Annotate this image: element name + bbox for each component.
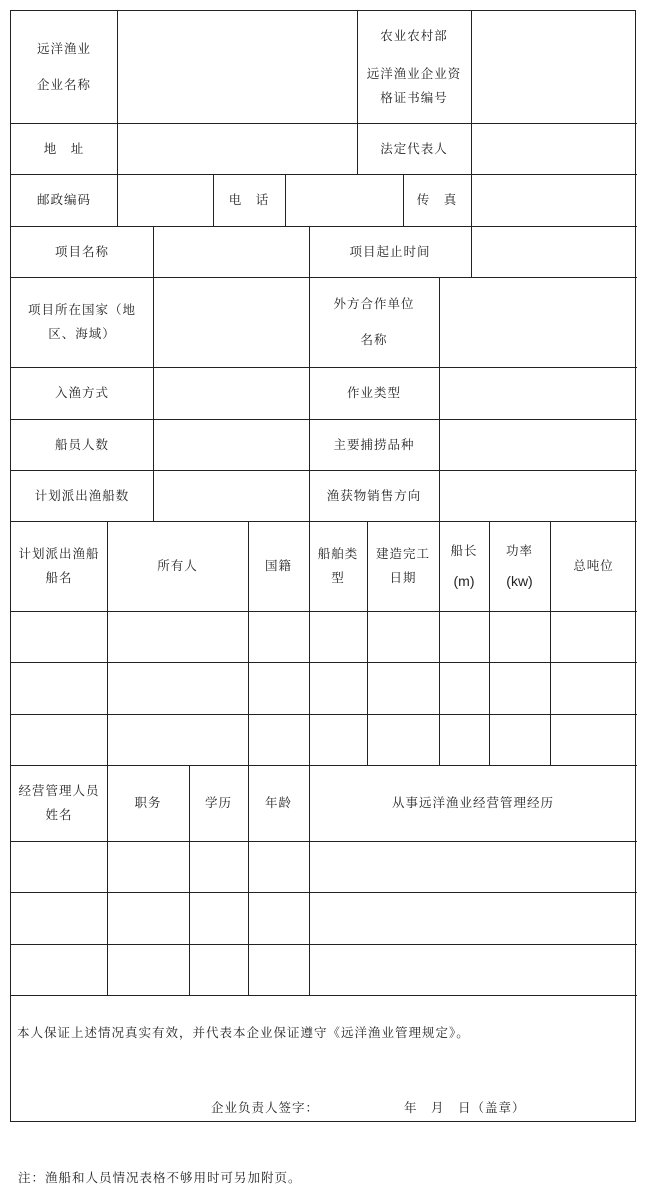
header-text: 学历 [204, 795, 232, 810]
label-text: 邮政编码 [36, 192, 91, 207]
pledge-text: 本人保证上述情况真实有效，并代表本企业保证遵守《远洋渔业管理规定》。 [17, 1025, 470, 1040]
phone-label [213, 174, 285, 226]
label-text: 船员人数 [54, 436, 109, 452]
main-catch-field[interactable] [440, 419, 637, 470]
power-header [489, 521, 550, 611]
fax-label [403, 174, 471, 226]
footnote: 注：渔船和人员情况表格不够用时可另加附页。 [18, 1170, 302, 1185]
header-line: 经营管理人员 [18, 783, 100, 798]
label-text: 项目起止时间 [349, 243, 431, 259]
legal-rep-field[interactable] [472, 123, 637, 174]
header-line: 船舶类 [317, 546, 359, 561]
crew-count-label [11, 419, 153, 470]
operation-type-field[interactable] [440, 367, 637, 419]
label-line: 格证书编号 [380, 90, 448, 105]
phone-field[interactable] [286, 174, 403, 226]
entry-mode-label [11, 367, 153, 419]
header-text: 国籍 [264, 558, 292, 573]
header-text: 从事远洋渔业经营管理经历 [391, 795, 554, 810]
label-text: 传 真 [416, 192, 458, 207]
header-text: 职务 [134, 795, 162, 810]
header-text: 总吨位 [573, 558, 614, 573]
owner-header [107, 521, 248, 611]
h-line [11, 662, 637, 663]
project-name-field[interactable] [154, 226, 309, 277]
length-header [439, 521, 489, 611]
built-date-header [367, 521, 439, 611]
header-text: 所有人 [157, 558, 198, 573]
experience-header [309, 765, 637, 841]
label-line: 项目所在国家（地 [27, 302, 136, 317]
label-text: 入渔方式 [54, 385, 109, 400]
h-line [11, 944, 637, 945]
label-line: 外方合作单位 [333, 296, 415, 311]
vessel-count-field[interactable] [154, 470, 309, 521]
sales-direction-label [309, 470, 439, 521]
nationality-header [248, 521, 309, 611]
label-line: 区、海域） [48, 326, 116, 341]
signature-label: 企业负责人签字： [211, 1100, 320, 1115]
main-catch-label [309, 419, 439, 470]
h-line [11, 714, 637, 715]
address-label [11, 123, 117, 174]
signature-line [211, 1098, 526, 1116]
label-line: 远洋渔业 [36, 41, 91, 56]
application-form [10, 10, 636, 1122]
project-name-label [11, 226, 153, 277]
project-period-field[interactable] [472, 226, 637, 277]
company-name-field[interactable] [118, 11, 357, 123]
header-line: 计划派出渔船 [18, 546, 100, 561]
company-name-label [11, 11, 117, 123]
h-line [11, 841, 637, 842]
cert-number-label [357, 11, 471, 123]
signature-date: 年 月 日（盖章） [404, 1100, 526, 1115]
legal-rep-label [357, 123, 471, 174]
label-text: 法定代表人 [380, 140, 448, 156]
sales-direction-field[interactable] [440, 470, 637, 521]
header-unit: (kw) [506, 573, 533, 589]
label-text: 电 话 [228, 192, 270, 207]
project-period-label [309, 226, 471, 277]
label-text: 作业类型 [346, 385, 401, 400]
education-header [189, 765, 248, 841]
postcode-label [11, 174, 117, 226]
project-country-field[interactable] [154, 277, 309, 367]
fax-field[interactable] [472, 174, 637, 226]
header-unit: (m) [453, 573, 475, 589]
header-line: 日期 [389, 570, 417, 585]
vessel-count-label [11, 470, 153, 521]
header-line: 姓名 [45, 807, 73, 822]
tonnage-header [550, 521, 637, 611]
staff-name-header [11, 765, 107, 841]
position-header [107, 765, 189, 841]
partner-label [309, 277, 439, 367]
h-line [11, 995, 637, 996]
header-line: 型 [331, 570, 345, 585]
h-line [11, 611, 637, 612]
header-line: 建造完工 [375, 546, 430, 561]
cert-number-field[interactable] [472, 11, 637, 123]
crew-count-field[interactable] [154, 419, 309, 470]
header-text: 年龄 [264, 795, 292, 810]
label-text: 主要捕捞品种 [333, 436, 415, 452]
label-text: 渔获物销售方向 [326, 487, 422, 503]
header-line: 船长 [450, 543, 478, 558]
entry-mode-field[interactable] [154, 367, 309, 419]
label-line: 农业农村部 [380, 28, 448, 43]
label-text: 计划派出渔船数 [34, 487, 130, 503]
age-header [248, 765, 309, 841]
project-country-label [11, 277, 153, 367]
label-line: 企业名称 [36, 77, 91, 92]
postcode-field[interactable] [118, 174, 213, 226]
label-line: 名称 [360, 332, 388, 347]
partner-field[interactable] [440, 277, 637, 367]
vessel-name-header [11, 521, 107, 611]
address-field[interactable] [118, 123, 357, 174]
label-line: 远洋渔业企业资 [366, 66, 462, 81]
header-line: 功率 [505, 543, 533, 558]
label-text: 项目名称 [54, 243, 109, 259]
label-text: 地 址 [43, 140, 85, 156]
vessel-type-header [309, 521, 367, 611]
h-line [11, 892, 637, 893]
operation-type-label [309, 367, 439, 419]
header-line: 船名 [45, 570, 73, 585]
